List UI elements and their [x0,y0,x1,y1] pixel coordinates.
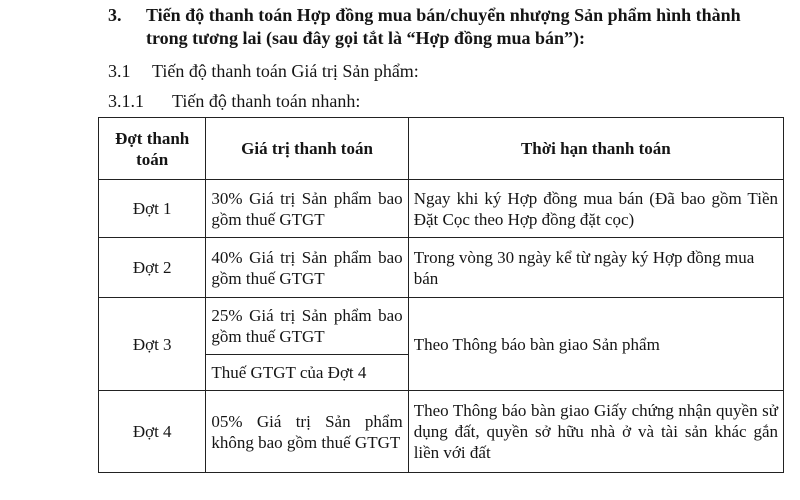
table-row [99,180,784,238]
payment-deadline-cell: Ngay khi ký Hợp đồng mua bán (Đã bao gồm Tiền Đặt Cọc theo Hợp đồng đặt cọc) [408,180,783,238]
table-row [99,238,784,298]
table-row [99,298,784,355]
subsection-number: 3.1 [108,61,131,81]
payment-deadline-cell: Trong vòng 30 ngày kể từ ngày ký Hợp đồng mua bán [408,238,783,298]
payment-value-cell: 25% Giá trị Sản phẩm bao gồm thuế GTGT [206,298,408,355]
header-payment-value: Giá trị thanh toán [206,118,408,180]
installment-cell: Đợt 4 [99,391,206,473]
payment-value-cell: 30% Giá trị Sản phẩm bao gồm thuế GTGT [206,180,408,238]
section-number: 3. [108,5,122,25]
subsubsection-number: 3.1.1 [108,91,144,111]
payment-value-cell: 40% Giá trị Sản phẩm bao gồm thuế GTGT [206,238,408,298]
installment-cell: Đợt 2 [99,238,206,298]
payment-value-cell: 05% Giá trị Sản phẩm không bao gồm thuế GTGT [206,391,408,473]
table-row [99,391,784,473]
page-bottom-mask [0,496,800,500]
subsubsection-title: Tiến độ thanh toán nhanh: [172,91,361,111]
header-payment-deadline: Thời hạn thanh toán [408,118,783,180]
payment-schedule-table [98,117,784,473]
header-installment: Đợt thanh toán [99,118,206,180]
table-header-row [99,118,784,180]
subsection-title: Tiến độ thanh toán Giá trị Sản phẩm: [152,61,419,81]
payment-deadline-cell: Theo Thông báo bàn giao Giấy chứng nhận quyền sử dụng đất, quyền sở hữu nhà ở và tài sản khác gắn liền với đất [408,391,783,473]
payment-value-cell: Thuế GTGT của Đợt 4 [206,355,408,391]
installment-cell: Đợt 1 [99,180,206,238]
payment-deadline-cell: Theo Thông báo bàn giao Sản phẩm [408,298,783,391]
installment-cell: Đợt 3 [99,298,206,391]
section-title: Tiến độ thanh toán Hợp đồng mua bán/chuyển nhượng Sản phẩm hình thành trong tương lai (sau đây gọi tắt là “Hợp đồng mua bán”): [146,5,741,48]
